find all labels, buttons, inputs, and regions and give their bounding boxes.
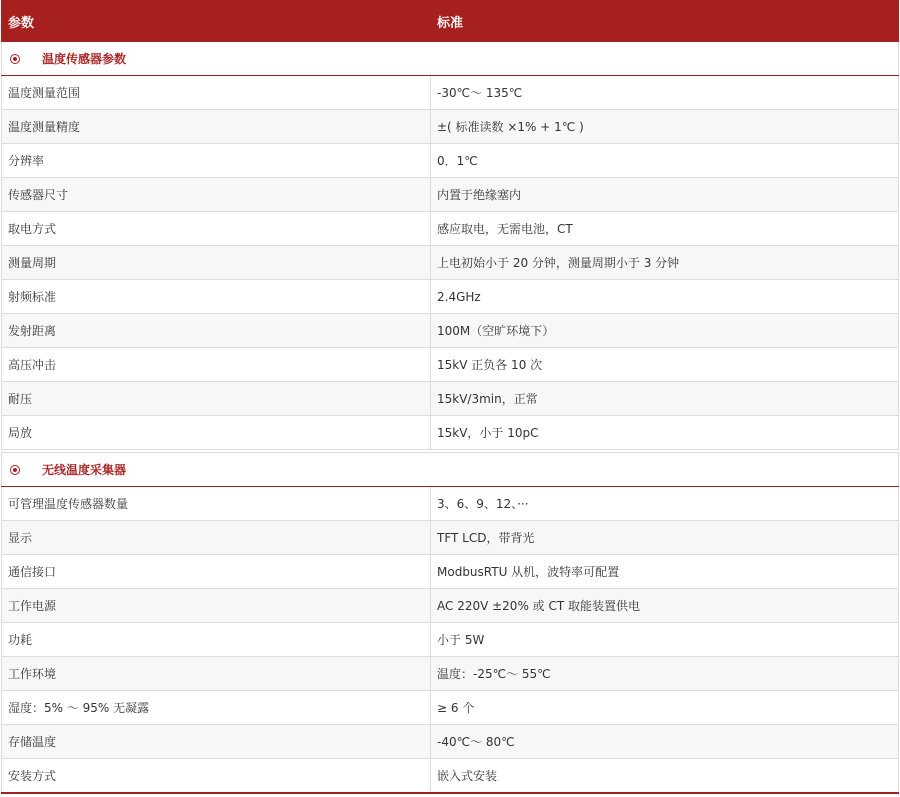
- table-row: [2, 487, 899, 521]
- param-name: 工作电源: [2, 589, 431, 623]
- param-name: 温度测量精度: [2, 110, 431, 144]
- param-name: 射频标准: [2, 280, 431, 314]
- table-row: [2, 725, 899, 759]
- table-row: [2, 178, 899, 212]
- table-row: [2, 382, 899, 416]
- section-title: 无线温度采集器: [42, 463, 127, 477]
- param-name: 传感器尺寸: [2, 178, 431, 212]
- param-name: 局放: [2, 416, 431, 452]
- table-row: [2, 589, 899, 623]
- target-circle-icon: [10, 465, 20, 475]
- param-name: 湿度：5% ～ 95% 无凝露: [2, 691, 431, 725]
- table-row: [2, 521, 899, 555]
- table-row: [2, 691, 899, 725]
- param-value: 3、6、9、12、···: [431, 487, 899, 521]
- table-row: [2, 144, 899, 178]
- param-name: 温度测量范围: [2, 76, 431, 110]
- table-row: [2, 623, 899, 657]
- param-value: 上电初始小于 20 分钟，测量周期小于 3 分钟: [431, 246, 899, 280]
- table-row: [2, 416, 899, 452]
- param-value: 0．1℃: [431, 144, 899, 178]
- header-standard: 标准: [431, 1, 899, 42]
- param-value: -40℃～ 80℃: [431, 725, 899, 759]
- target-circle-icon: [10, 54, 20, 64]
- param-name: 功耗: [2, 623, 431, 657]
- param-value: 15kV/3min，正常: [431, 382, 899, 416]
- param-name: 安装方式: [2, 759, 431, 794]
- table-row: [2, 314, 899, 348]
- param-name: 显示: [2, 521, 431, 555]
- table-row: [2, 110, 899, 144]
- param-name: 可管理温度传感器数量: [2, 487, 431, 521]
- param-name: 取电方式: [2, 212, 431, 246]
- header-param: 参数: [2, 1, 431, 42]
- table-row: [2, 76, 899, 110]
- param-value: 15kV，小于 10pC: [431, 416, 899, 452]
- param-value: AC 220V ±20% 或 CT 取能装置供电: [431, 589, 899, 623]
- param-value: ≥ 6 个: [431, 691, 899, 725]
- table-header: [2, 1, 899, 42]
- table-row: [2, 246, 899, 280]
- table-row: [2, 555, 899, 589]
- param-value: 100M（空旷环境下）: [431, 314, 899, 348]
- param-name: 工作环境: [2, 657, 431, 691]
- table-row: [2, 348, 899, 382]
- param-name: 耐压: [2, 382, 431, 416]
- spec-table: [1, 0, 899, 794]
- table-row: [2, 212, 899, 246]
- param-value: 嵌入式安装: [431, 759, 899, 794]
- param-value: ±( 标准读数 ×1% + 1℃ ): [431, 110, 899, 144]
- param-value: 15kV 正负各 10 次: [431, 348, 899, 382]
- table-row: [2, 759, 899, 794]
- param-name: 测量周期: [2, 246, 431, 280]
- param-name: 存储温度: [2, 725, 431, 759]
- section-title: 温度传感器参数: [42, 52, 127, 66]
- table-row: [2, 280, 899, 314]
- param-value: TFT LCD，带背光: [431, 521, 899, 555]
- section-header: [2, 42, 899, 76]
- table-row: [2, 657, 899, 691]
- param-name: 发射距离: [2, 314, 431, 348]
- param-value: 2.4GHz: [431, 280, 899, 314]
- section-header: [2, 451, 899, 487]
- param-value: 内置于绝缘塞内: [431, 178, 899, 212]
- param-value: 温度：-25℃～ 55℃: [431, 657, 899, 691]
- param-value: -30℃～ 135℃: [431, 76, 899, 110]
- param-value: 感应取电，无需电池，CT: [431, 212, 899, 246]
- param-name: 通信接口: [2, 555, 431, 589]
- param-name: 分辨率: [2, 144, 431, 178]
- param-value: 小于 5W: [431, 623, 899, 657]
- param-value: ModbusRTU 从机，波特率可配置: [431, 555, 899, 589]
- param-name: 高压冲击: [2, 348, 431, 382]
